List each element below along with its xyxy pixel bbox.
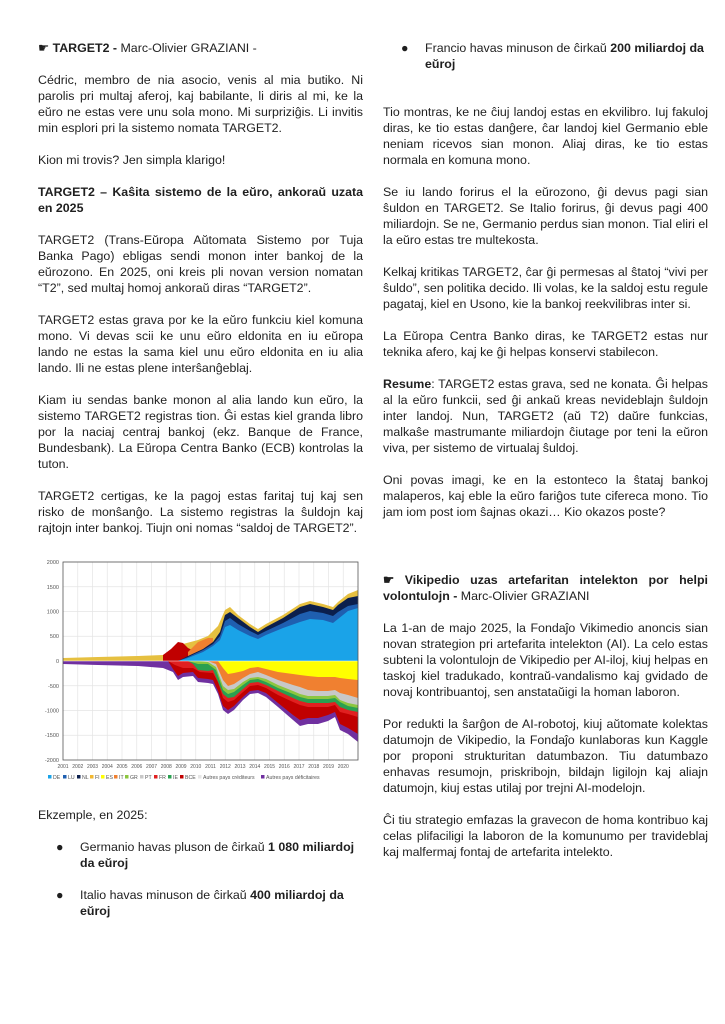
bullet-text: Italio havas minuson de ĉirkaŭ bbox=[80, 888, 251, 902]
paragraph-2: TARGET2 estas grava por ke la eŭro funkciu kiel komuna mono. Vi devas scii ke unu eŭro eldonita en iu eŭropa lando ne estas la sama kiel unu eŭro eldonita en iu alia lando. Ili ne estas plene interŝanĝeblaj. bbox=[38, 313, 363, 375]
svg-text:2015: 2015 bbox=[263, 764, 276, 770]
article-title-target2 bbox=[38, 40, 363, 56]
svg-text:0: 0 bbox=[55, 659, 59, 665]
svg-text:500: 500 bbox=[49, 634, 59, 640]
svg-text:2005: 2005 bbox=[116, 764, 128, 770]
svg-text:-500: -500 bbox=[47, 684, 59, 690]
article-author: Marc-Olivier GRAZIANI - bbox=[117, 41, 257, 55]
paragraph-6: Se iu lando forirus el la eŭrozono, ĝi devus pagi sian ŝuldon en TARGET2. Se Italio forirus, ĝi devus pagi 400 miliardojn. Se ne, Germanio perdus sian monon. Tial eliri el la eŭro estas tre multekosta. bbox=[383, 185, 708, 247]
y-axis-labels bbox=[45, 560, 59, 764]
svg-text:DE: DE bbox=[53, 775, 61, 781]
paragraph-3: Kiam iu sendas banke monon al alia lando kun eŭro, la sistemo TARGET2 registras tion. Ĝi estas kiel granda libro por la naciaj centraj bankoj (ekz. Banque de France, Bundesbank). La Eŭropa Centra Banko (ECB) kontrolas la tuton. bbox=[38, 393, 363, 471]
svg-text:1500: 1500 bbox=[46, 585, 59, 591]
examples-intro: Ekzemple, en 2025: bbox=[38, 808, 148, 822]
examples-list-continued bbox=[383, 40, 708, 72]
svg-text:2012: 2012 bbox=[219, 764, 231, 770]
right-column bbox=[383, 40, 708, 876]
target2-balances-chart bbox=[38, 552, 363, 787]
list-item bbox=[38, 839, 363, 871]
svg-text:NL: NL bbox=[82, 775, 89, 781]
vikipedio-paragraph-2: Por redukti la ŝarĝon de AI-robotoj, kiuj aŭtomate kolektas datumojn de Vikipedio, la Fondaĵo kunlaboras kun Kaggle por proponi strukturitan datumbazon. Tiu datumbazo enhavas resumojn, priskribojn, bildajn ligilojn kaj aliajn datumojn, kiuj estas utilaj por trejni AI-modelojn. bbox=[383, 717, 708, 795]
summary-label: Resume bbox=[383, 377, 432, 391]
list-item bbox=[383, 40, 708, 72]
svg-text:-1000: -1000 bbox=[44, 708, 59, 715]
bullet-icon: ● bbox=[56, 888, 64, 902]
paragraph-7: Kelkaj kritikas TARGET2, ĉar ĝi permesas al ŝtatoj “vivi per ŝuldo”, sen politika decido. Ili volas, ke la saldoj estu regule pagataj, kiel en Usono, kie la bankoj reekvilibras inter si. bbox=[383, 265, 708, 311]
spacer bbox=[383, 88, 708, 104]
article-title-vikipedio bbox=[383, 572, 708, 604]
list-item bbox=[38, 887, 363, 919]
subheading: TARGET2 – Kaŝita sistemo de la eŭro, ankoraŭ uzata en 2025 bbox=[38, 185, 363, 215]
svg-text:2003: 2003 bbox=[86, 764, 99, 770]
bullet-text: Francio havas minuson de ĉirkaŭ bbox=[425, 41, 611, 55]
svg-text:2019: 2019 bbox=[322, 764, 335, 770]
svg-text:2001: 2001 bbox=[57, 764, 69, 770]
vikipedio-paragraph-3: Ĉi tiu strategio emfazas la gravecon de homa kontribuo kaj celas plifaciligi la laboron de la komunumo per travideblaj kaj malfermaj fontaj de artefarita intelekto. bbox=[383, 813, 708, 859]
svg-text:2020: 2020 bbox=[337, 764, 349, 770]
paragraph-8: La Eŭropa Centra Banko diras, ke TARGET2 estas nur teknika afero, kaj ke ĝi helpas konservi stabilecon. bbox=[383, 329, 708, 359]
svg-text:2009: 2009 bbox=[175, 764, 187, 770]
article-title-bold: Vikipedio uzas artefaritan intelekton por helpi volontulojn - bbox=[383, 573, 708, 603]
svg-text:2014: 2014 bbox=[249, 764, 261, 770]
vikipedio-paragraph-1: La 1-an de majo 2025, la Fondaĵo Vikimedio anoncis sian novan strategion pri artefarita intelekton (AI). La celo estas subteni la volontulojn de Vikipedio per AI-iloj, kiuj helpas en taskoj kiel tradukado, kontraŭ-vandalismo kaj gvidado de novaj kontribuantoj, sen anstataŭigi la homan laboron. bbox=[383, 621, 708, 699]
svg-text:-2000: -2000 bbox=[44, 758, 59, 764]
question-paragraph: Kion mi trovis? Jen simpla klarigo! bbox=[38, 153, 226, 167]
intro-paragraph: Cédric, membro de nia asocio, venis al mia butiko. Ni parolis pri multaj aferoj, kaj babilante, li diris al mi, ke la eŭro ne estas vere unu sola mono. Mi surpriziĝis. Li invitis min esplori pri la sistemo nomata TARGET2. bbox=[38, 73, 363, 135]
paragraph-5: Tio montras, ke ne ĉiuj landoj estas en ekvilibro. Iuj fakuloj diras, ke tio estas danĝere, ĉar landoj kiel Germanio eble neniam ricevos sian monon. Aliaj diras, ke tio estas normala en komuna mono. bbox=[383, 105, 708, 167]
left-column bbox=[38, 40, 363, 935]
bullet-bold: 1 080 miliardoj da eŭroj bbox=[80, 840, 355, 870]
svg-text:IE: IE bbox=[173, 775, 178, 781]
svg-text:BCE: BCE bbox=[185, 775, 196, 781]
svg-text:2018: 2018 bbox=[308, 764, 320, 770]
x-axis-labels bbox=[57, 764, 349, 770]
paragraph-1: TARGET2 (Trans-Eŭropa Aŭtomata Sistemo por Tuja Banka Pago) ebligas sendi monon inter bankoj de la eŭrozono. En 2025, oni kreis pli novan version nomatan “T2”, sed multaj homoj ankoraŭ diras “TARGET2”. bbox=[38, 233, 363, 295]
svg-text:2008: 2008 bbox=[160, 764, 172, 770]
spacer bbox=[383, 536, 708, 572]
svg-text:2004: 2004 bbox=[101, 764, 113, 770]
svg-text:2017: 2017 bbox=[293, 764, 305, 770]
svg-text:2007: 2007 bbox=[145, 764, 158, 770]
pointing-hand-icon: ☛ bbox=[383, 573, 395, 587]
bullet-text: Germanio havas pluson de ĉirkaŭ bbox=[80, 840, 269, 854]
svg-text:GR: GR bbox=[130, 775, 138, 781]
paragraph-9: Oni povas imagi, ke en la estonteco la ŝtataj bankoj malaperos, kaj eble la eŭro fariĝos tute cifereca mono. Tio jam iom post iom ŝajnas okazi… Kio okazos poste? bbox=[383, 473, 708, 519]
svg-text:2013: 2013 bbox=[234, 764, 246, 770]
chart-legend bbox=[48, 775, 320, 781]
svg-text:PT: PT bbox=[145, 775, 152, 781]
summary-paragraph bbox=[383, 376, 708, 456]
article-title-bold: TARGET2 - bbox=[52, 41, 118, 55]
svg-text:Autres pays créditeurs: Autres pays créditeurs bbox=[203, 775, 255, 781]
examples-list bbox=[38, 839, 363, 919]
svg-text:IT: IT bbox=[119, 775, 124, 781]
svg-text:FR: FR bbox=[159, 775, 166, 781]
article-author: Marc-Olivier GRAZIANI bbox=[457, 589, 590, 603]
paragraph-4: TARGET2 certigas, ke la pagoj estas faritaj tuj kaj sen risko de monŝanĝo. La sistemo registras la ŝuldojn kaj rajtojn inter bankoj. Tiujn oni nomas “saldoj de TARGET2”. bbox=[38, 489, 363, 535]
summary-text: : TARGET2 estas grava, sed ne konata. Ĝi helpas al la eŭro funkcii, sed ĝi ankaŭ kreas nevideblajn ŝuldojn inter landoj. Nun, TARGET2 (aŭ T2) daŭre funkcias, malkaŝe mastrumante miliardojn ĉiutage por teni la eŭron viva, per sistemo de virtualaj ŝuldoj. bbox=[383, 377, 708, 455]
svg-text:2002: 2002 bbox=[72, 764, 84, 770]
svg-text:-1500: -1500 bbox=[44, 733, 59, 739]
bullet-icon: ● bbox=[56, 840, 64, 854]
pointing-hand-icon: ☛ bbox=[38, 41, 50, 55]
svg-text:LU: LU bbox=[68, 775, 75, 781]
bullet-icon: ● bbox=[401, 41, 409, 55]
svg-text:Autres pays déficitaires: Autres pays déficitaires bbox=[266, 775, 320, 781]
bullet-bold: 400 miliardoj da eŭroj bbox=[80, 888, 344, 918]
chart-svg bbox=[38, 552, 363, 787]
svg-text:2006: 2006 bbox=[131, 764, 143, 770]
svg-text:FI: FI bbox=[95, 775, 100, 781]
bullet-bold: 200 miliardoj da eŭroj bbox=[425, 41, 704, 71]
svg-text:2000: 2000 bbox=[46, 560, 59, 566]
svg-text:2011: 2011 bbox=[205, 764, 216, 770]
svg-text:2010: 2010 bbox=[190, 764, 202, 770]
svg-text:1000: 1000 bbox=[46, 609, 59, 616]
svg-text:2016: 2016 bbox=[278, 764, 290, 770]
svg-text:ES: ES bbox=[106, 775, 113, 781]
